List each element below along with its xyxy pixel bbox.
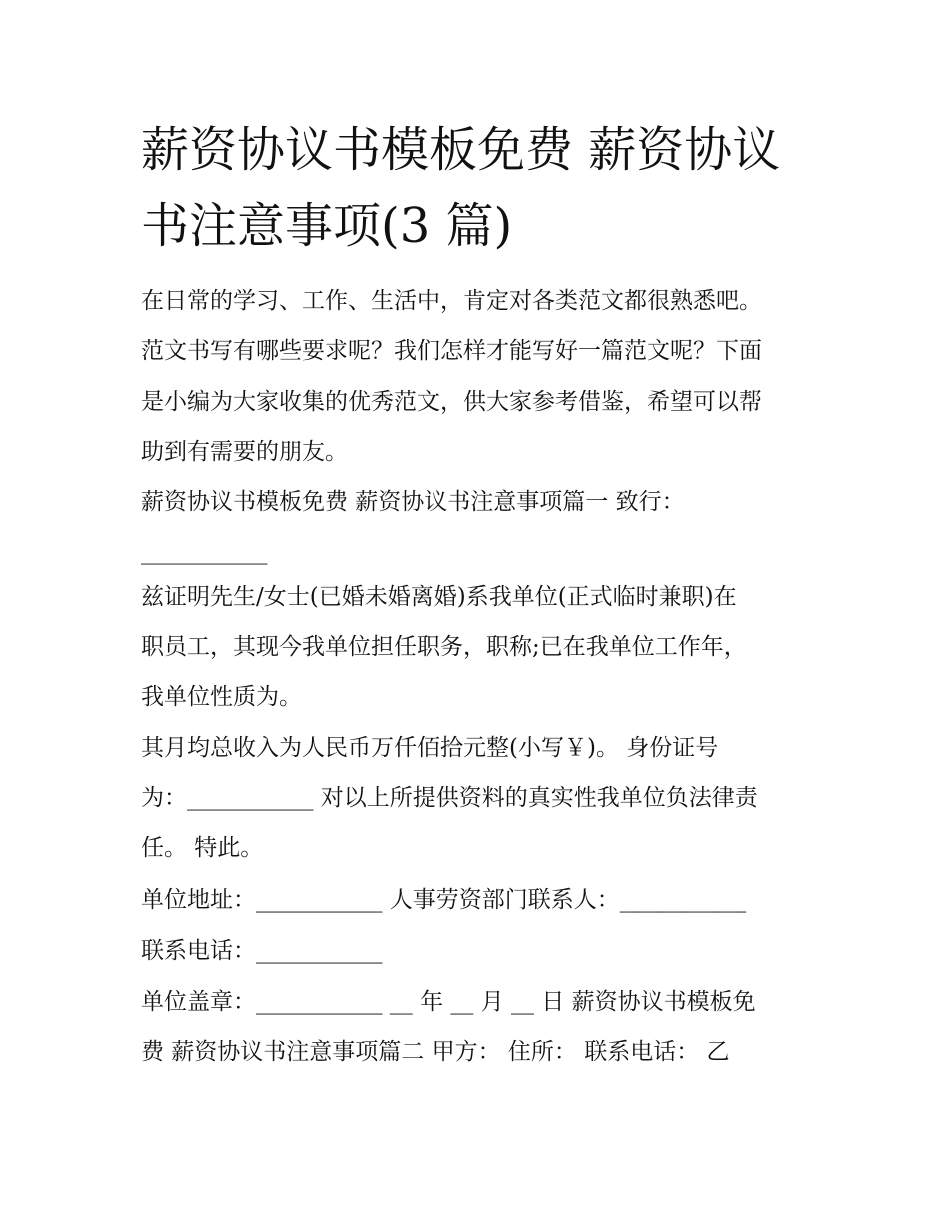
document-title: 薪资协议书模板免费 薪资协议书注意事项(3 篇): [141, 122, 781, 254]
body-line: 范文书写有哪些要求呢？我们怎样才能写好一篇范文呢？下面: [141, 338, 762, 364]
body-line: 单位地址：___________ 人事劳资部门联系人：___________: [141, 887, 747, 913]
body-line: 为：___________ 对以上所提供资料的真实性我单位负法律责: [141, 785, 758, 811]
body-line: 费 薪资协议书注意事项篇二 甲方： 住所： 联系电话： 乙: [141, 1039, 730, 1065]
body-line: 其月均总收入为人民币万仟佰拾元整(小写￥)。 身份证号: [141, 735, 719, 761]
body-line: 单位盖章：___________ __ 年 __ 月 __ 日 薪资协议书模板免: [141, 989, 756, 1015]
body-line: 任。 特此。: [141, 835, 264, 861]
body-line: 助到有需要的朋友。: [141, 439, 348, 465]
body-line: 在日常的学习、工作、生活中，肯定对各类范文都很熟悉吧。: [141, 288, 762, 314]
body-line: 是小编为大家收集的优秀范文，供大家参考借鉴，希望可以帮: [141, 389, 762, 415]
body-line: 兹证明先生/女士(已婚未婚离婚)系我单位(正式临时兼职)在: [141, 584, 737, 610]
body-line: 我单位性质为。: [141, 684, 302, 710]
body-line: 职员工，其现今我单位担任职务，职称;已在我单位工作年，: [141, 634, 747, 660]
section-heading-line: 薪资协议书模板免费 薪资协议书注意事项篇一 致行：: [141, 489, 685, 515]
body-line: 联系电话：___________: [141, 938, 383, 964]
blank-line: ___________: [141, 539, 268, 565]
